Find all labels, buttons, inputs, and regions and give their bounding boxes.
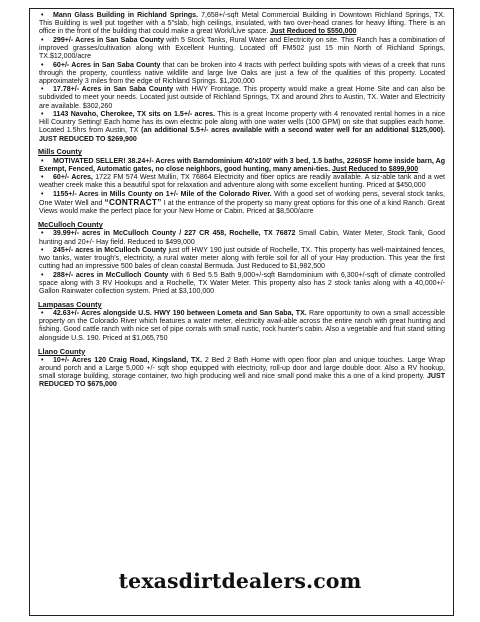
listing-description: 7,658+/-sqft Metal Commercial Building in Downtown Richland Springs, TX. This Building is well put together with a 5"slab, high ceilings, insulated, with two over-head cranes for heavy lifting. There is an office in the front of the building that could make a great Work/Live space. [39,12,445,36]
listing-item [38,158,445,174]
listing-title: 288+/- acres in McCulloch County [53,271,169,279]
listing-item [38,111,445,144]
listing-item [38,272,445,296]
listing-title: 60+/- Acres in San Saba County [53,61,161,69]
bullet-icon: • [41,12,44,19]
listing-title: MOTIVATED SELLER! 38.24+/- Acres with Barndominium 40'x100' with 3 bed, 1.5 baths, 2260SF home inside barn, [53,157,434,165]
section-heading-mcculloch-county: McCulloch County [38,220,103,230]
listing-description: with 5 Stock Tanks, Rural Water and Electricity on site. This Ranch has a combination of improved grasses/cultivation along with Excellent Hunting. Located off FM502 just 15 min North of Richland Springs, TX.$12,000/acre [39,36,446,61]
listing-description-cont: I at the entrance of the property so many great options for this one of a kind Ranch. Great Views would make the perfect place for your New Home or Cabin. Priced at $8,500/acre [39,200,445,216]
section-heading-llano-county: Llano County [38,346,86,356]
bullet-icon: • [41,174,44,182]
bullet-icon: • [41,356,44,364]
listing-price-note: JUST REDUCED TO $675,000 [39,373,445,389]
listing-item [38,174,445,190]
listing-title: 1143 Navaho, Cherokee, TX sits on 1.5+/- acres. [53,111,216,119]
listing-price-note: (an additional 5.5+/- acres available with a second water well for an additional $125,000). JUST REDUCED TO $269,900 [39,127,446,143]
listing-title: Mann Glass Building in Richland Springs. [53,12,199,19]
listing-item [38,310,445,343]
listing-description: With a good set of working pens, several stock tanks, One Water Well and [39,190,446,208]
listing-title: 39.99+/- acres in McCulloch County / 227 CR 458, Rochelle, TX 76872 [53,230,296,238]
bullet-icon: • [41,86,44,94]
listing-item [38,62,445,86]
listing-description: with 6 Bed 5.5 Bath 9,000+/-sqft Barndominium with 6,300+/-sqft of climate controlled space along with 3 RV Hookups and a Rochelle, TX Water Meter. This property also has 2 stock tanks along with a 40,000+/- Gallon Rainwater collection system. Pried at $3,100,000 [39,271,445,296]
listing-description: 1722 FM 574 West Mullin, TX 76864 Electricity and fiber optics are readily available. A siz-able tank and a wet weather creek make this a beautiful spot for relaxation and adventure along with some excellent hunting. Priced at $450,000 [39,174,445,190]
listing-item [38,357,445,390]
listing-description: Small Cabin, Water Meter, Stock Tank, Good hunting and 20+/- Hay field. Reduced to $499,000 [39,230,445,246]
listing-price-note: Ag Exempt, Fenced, Automatic gates, no close neighbors, good hunting, many ameni-ties. [39,157,445,173]
reduced-price-label: Just Reduced to $550,000 [270,28,357,36]
listing-description: Rare opportunity to own a small accessible property on the Colorado River which features a water meter, electricity avail-able across the entire ranch with great hunting and fishing. Good cattle ranch with nice set of pipe corrals with small rustic, rock hunter's cabin. Also a vegetable and fruit stand sitting alongside U.S. 190. Priced at $1,065,750 [39,310,445,342]
section-heading-lampasas-county: Lampasas County [38,299,102,309]
website-footer[interactable]: texasdirtdealers.com [118,569,362,593]
listing-title: 1155+/- Acres in Mills County on 1+/- Mile of the Colorado River. [53,190,272,198]
listing-item [38,37,445,61]
listing-item [38,230,445,246]
listing-title: 42.63+/- Acres alongside U.S. HWY 190 between Lometa and San Saba, TX. [53,310,307,318]
listing-description: just off HWY 190 just outside of Rochelle, TX. This property has well-maintained fences, two tanks, water trough's, electricity, a rural water meter along with fertile soil for all of your Hay production. This year the first cutting had an impressive 500 bales of clean coastal Bermuda. Just Reduced to $1,982,500 [39,246,445,271]
listing-description: This is a great Income property with 4 renovated rental homes in a nice Hill Country Setting! Each home has its own electric pole along with one water wells (100 GPM) on site that supplies each home. Located 1.5hrs from Austin, TX [39,111,445,135]
bullet-icon: • [41,310,44,318]
listing-item [38,247,445,271]
bullet-icon: • [41,36,44,44]
listing-title: 10+/- Acres 120 Craig Road, Kingsland, TX. [53,356,202,364]
bullet-icon: • [41,271,44,279]
bullet-icon: • [41,111,44,119]
section-heading-mills-county: Mills County [38,147,82,157]
listing-item [38,191,445,216]
listing-description: that can be broken into 4 tracts with perfect building spots with views of a creek that runs through the property, countless native wildlife and large live Oaks are just a few of the qualities of this property. Located approximately 3 miles from the edge of Richland Springs. $1,200,000 [39,61,445,85]
listing-title: 299+/- Acres in San Saba County [53,36,165,44]
reduced-price-label: Just Reduced to $899,900 [332,165,419,173]
listing-item [38,86,445,110]
bullet-icon: • [41,246,44,254]
listing-item [38,12,445,36]
listing-title: 17.78+/- Acres in San Saba County [53,86,174,94]
listing-title: 245+/- acres in McCulloch County [53,246,167,254]
bullet-icon: • [41,61,44,69]
contract-label: “CONTRACT” [104,198,162,208]
bullet-icon: • [41,157,44,165]
listing-title: 60+/- Acres, [53,174,93,182]
listings-frame [29,8,454,616]
listings-content [38,12,445,389]
listing-description: with HWY Frontage. This property would make a great Home Site and can also be subdivided to meet your needs. Located just outside of Richland Springs, TX and around 2hrs to Austin, TX. Water and Electricity are available. $302,260 [39,86,445,110]
bullet-icon: • [41,190,44,198]
bullet-icon: • [41,230,44,238]
listing-description: 2 Bed 2 Bath Home with open floor plan and unique touches. Large Wrap around porch and a Large 5,000 +/- sqft shop equipped with electricity, roll-up door and large double door. Also a RV hookup, small storage building, storage container, two high producing well and nice small pond make this a one of a kind property. [39,356,445,381]
